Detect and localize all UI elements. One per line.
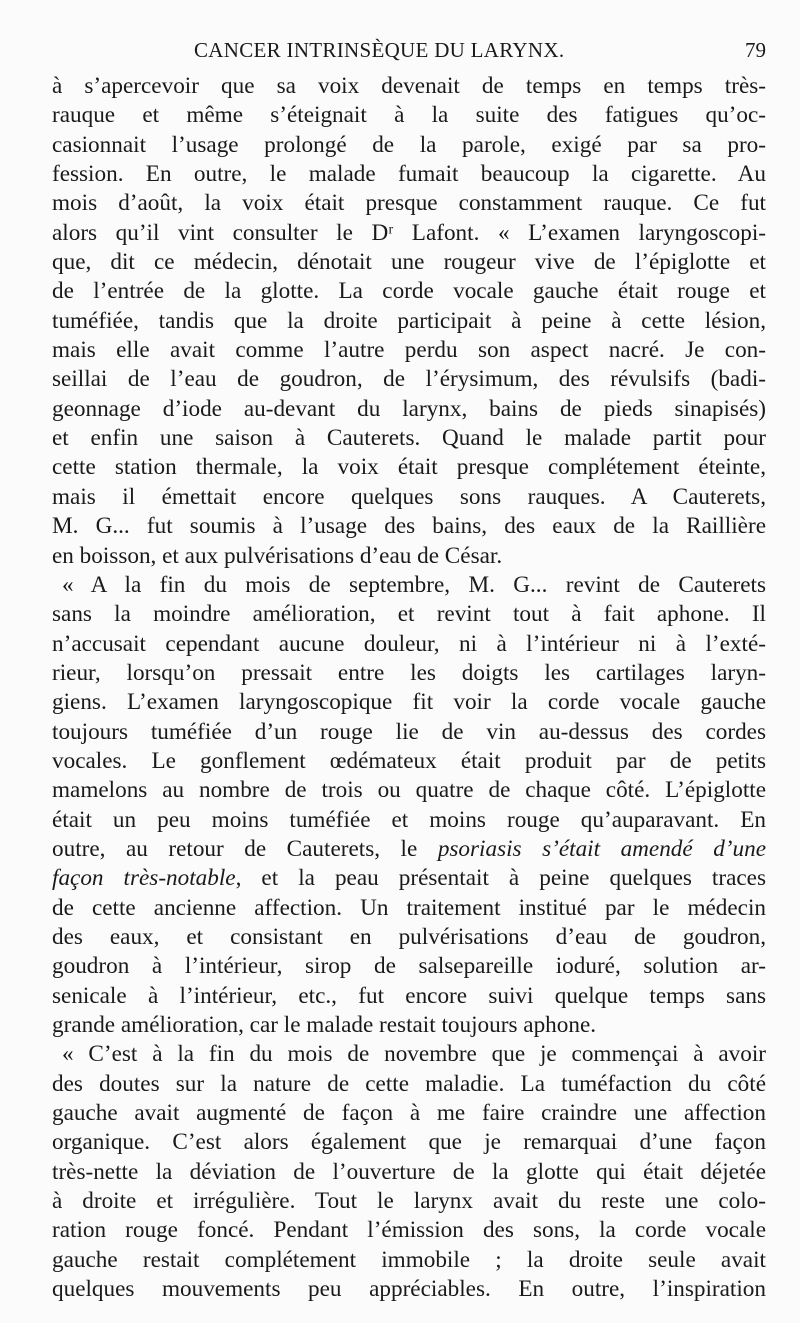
text-line: vocales. Le gonflement œdémateux était produit par de petits	[52, 747, 766, 774]
text-line: que, dit ce médecin, dénotait une rougeur vive de l’épiglotte et	[52, 249, 766, 276]
text-line: « A la fin du mois de septembre, M. G... revint de Cauterets	[62, 571, 766, 598]
text-line: M. G... fut soumis à l’usage des bains, des eaux de la Raillière	[52, 513, 766, 540]
page-header	[52, 38, 766, 68]
text-line: des eaux, et consistant en pulvérisations d’eau de goudron,	[52, 923, 766, 950]
text-line: mais elle avait comme l’autre perdu son aspect nacré. Je con-	[52, 337, 766, 364]
text-line	[52, 835, 766, 864]
text-line: rieur, lorsqu’on pressait entre les doigts les cartilages laryn-	[52, 659, 766, 686]
text-line: tuméfiée, tandis que la droite participait à peine à cette lésion,	[52, 307, 766, 334]
text-line: en boisson, et aux pulvérisations d’eau de César.	[52, 542, 503, 569]
text-line: n’accusait cependant aucune douleur, ni à l’intérieur ni à l’exté-	[52, 630, 766, 657]
text-line	[52, 864, 766, 893]
text-line: était un peu moins tuméfiée et moins rouge qu’auparavant. En	[52, 806, 766, 833]
text-line: mais il émettait encore quelques sons rauques. A Cauterets,	[52, 483, 766, 510]
text-line: à droite et irrégulière. Tout le larynx avait du reste une colo-	[52, 1188, 766, 1215]
page-number: 79	[745, 38, 766, 62]
text-segment: , et la peau présentait à peine quelques traces	[235, 865, 766, 892]
text-line: giens. L’examen laryngoscopique fit voir la corde vocale gauche	[52, 689, 766, 716]
text-line: de l’entrée de la glotte. La corde vocale gauche était rouge et	[52, 278, 766, 305]
text-line: des doutes sur la nature de cette maladie. La tuméfaction du côté	[52, 1070, 766, 1097]
text-line: cette station thermale, la voix était presque complétement éteinte,	[52, 454, 766, 481]
text-line: à s’apercevoir que sa voix devenait de temps en temps très-	[52, 73, 766, 99]
italic-segment: psoriasis s’était amendé d’une	[437, 835, 767, 862]
body-text	[52, 72, 766, 1304]
text-line: de cette ancienne affection. Un traitement institué par le médecin	[52, 894, 766, 921]
text-line: mamelons au nombre de trois ou quatre de chaque côté. L’épiglotte	[52, 777, 766, 804]
text-line: « C’est à la fin du mois de novembre que je commençai à avoir	[62, 1041, 766, 1068]
text-line: seillai de l’eau de goudron, de l’érysimum, des révulsifs (badi-	[52, 366, 766, 393]
text-line: casionnait l’usage prolongé de la parole, exigé par sa pro-	[52, 131, 766, 158]
text-line: toujours tuméfiée d’un rouge lie de vin au-dessus des cordes	[52, 718, 766, 745]
text-segment: outre, au retour de Cauterets, le	[52, 835, 438, 862]
text-line: ration rouge foncé. Pendant l’émission des sons, la corde vocale	[52, 1217, 766, 1244]
text-line: geonnage d’iode au-devant du larynx, bains de pieds sinapisés)	[52, 395, 766, 422]
text-line: rauque et même s’éteignait à la suite des fatigues qu’oc-	[52, 102, 766, 129]
italic-segment: façon très-notable	[52, 865, 236, 892]
text-line: gauche avait augmenté de façon à me faire craindre une affection	[52, 1100, 766, 1127]
text-line: et enfin une saison à Cauterets. Quand le malade partit pour	[52, 425, 766, 452]
text-line: alors qu’il vint consulter le Dʳ Lafont. « L’examen laryngoscopi-	[52, 219, 766, 246]
text-line: gauche restait complétement immobile ; la droite seule avait	[52, 1246, 766, 1273]
text-line: fession. En outre, le malade fumait beaucoup la cigarette. Au	[52, 161, 766, 188]
text-line: quelques mouvements peu appréciables. En outre, l’inspiration	[52, 1276, 766, 1303]
text-line: mois d’août, la voix était presque constamment rauque. Ce fut	[52, 190, 766, 217]
running-title: CANCER INTRINSÈQUE DU LARYNX.	[194, 38, 565, 62]
text-line: sans la moindre amélioration, et revint tout à fait aphone. Il	[52, 601, 766, 628]
text-line: goudron à l’intérieur, sirop de salsepareille ioduré, solution ar-	[52, 953, 766, 980]
text-line: grande amélioration, car le malade restait toujours aphone.	[52, 1012, 597, 1038]
text-line: très-nette la déviation de l’ouverture de la glotte qui était déjetée	[52, 1158, 766, 1185]
text-line: organique. C’est alors également que je remarquai d’une façon	[52, 1129, 766, 1156]
text-line: senicale à l’intérieur, etc., fut encore suivi quelque temps sans	[52, 982, 766, 1009]
